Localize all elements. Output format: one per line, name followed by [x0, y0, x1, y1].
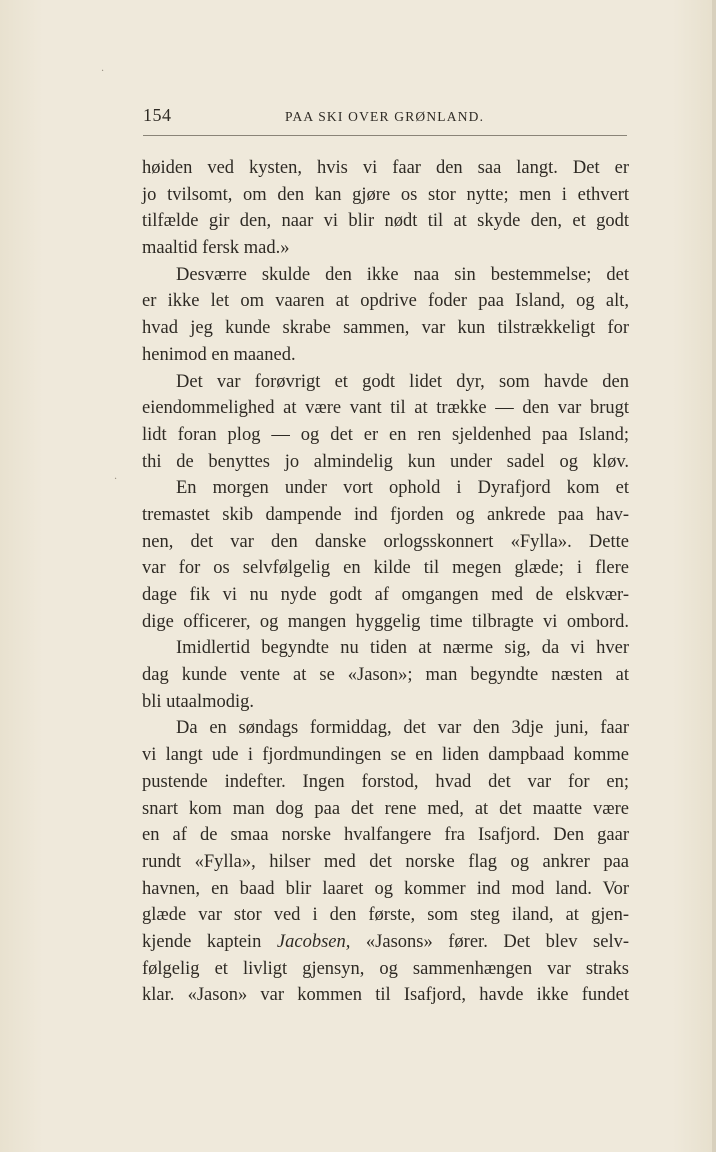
- text-line: snart kom man dog paa det rene med, at det maatte være: [142, 798, 629, 819]
- text-line: bli utaalmodig.: [142, 691, 255, 712]
- text-line: havnen, en baad blir laaret og kommer ind mod land. Vor: [142, 878, 629, 899]
- italic-name: Jacobsen,: [276, 931, 351, 952]
- text-line: pustende indefter. Ingen forstod, hvad det var for en;: [142, 771, 629, 792]
- text-fragment: kjende kaptein: [142, 931, 262, 952]
- text-line: vi langt ude i fjordmundingen se en liden dampbaad komme: [142, 745, 629, 766]
- text-line: Desværre skulde den ikke naa sin bestemmelse; det: [176, 264, 629, 285]
- text-line: jo tvilsomt, om den kan gjøre os stor nytte; men i ethvert: [142, 184, 629, 205]
- text-line: rundt «Fylla», hilser med det norske flag og ankrer paa: [142, 851, 629, 872]
- text-line: Det var forøvrigt et godt lidet dyr, som havde den: [176, 371, 629, 392]
- page-header: [143, 103, 627, 136]
- text-line: thi de benyttes jo almindelig kun under sadel og kløv.: [142, 451, 629, 472]
- page-edge: [712, 0, 716, 1152]
- text-line: dag kunde vente at se «Jason»; man begyndte næsten at: [142, 665, 629, 686]
- text-line: tilfælde gir den, naar vi blir nødt til at skyde den, et godt: [142, 211, 629, 232]
- speck-mark: ·: [114, 474, 118, 485]
- text-line: klar. «Jason» var kommen til Isafjord, havde ikke fundet: [142, 985, 629, 1006]
- text-line: var for os selvfølgelig en kilde til megen glæde; i flere: [142, 558, 629, 579]
- text-line: høiden ved kysten, hvis vi faar den saa langt. Det er: [142, 158, 629, 178]
- text-line: en af de smaa norske hvalfangere fra Isafjord. Den gaar: [142, 825, 629, 846]
- text-line: er ikke let om vaaren at opdrive foder paa Island, og alt,: [142, 291, 629, 312]
- text-line: Imidlertid begyndte nu tiden at nærme sig, da vi hver: [176, 638, 629, 659]
- body-text: [142, 155, 629, 1009]
- text-line: glæde var stor ved i den første, som steg iland, at gjen-: [142, 905, 629, 926]
- text-line: dage fik vi nu nyde godt af omgangen med de elskvær-: [142, 585, 629, 605]
- text-line: henimod en maaned.: [142, 344, 296, 365]
- page-number: 154: [143, 105, 172, 125]
- text-line: En morgen under vort ophold i Dyrafjord kom et: [176, 478, 629, 499]
- text-line: nen, det var den danske orlogsskonnert «Fylla». Dette: [142, 531, 629, 552]
- text-line: lidt foran plog — og det er en ren sjeldenhed paa Island;: [142, 424, 629, 445]
- text-line: følgelig et livligt gjensyn, og sammenhængen var straks: [142, 958, 629, 979]
- text-line: eiendommelighed at være vant til at trække — den var brugt: [142, 398, 629, 419]
- text-line: tremastet skib dampende ind fjorden og ankrede paa hav-: [142, 504, 629, 525]
- speck-mark: ·: [101, 66, 105, 77]
- text-line: maaltid fersk mad.»: [142, 238, 290, 259]
- text-line: hvad jeg kunde skrabe sammen, var kun tilstrækkeligt for: [142, 318, 629, 339]
- text-line: Da en søndags formiddag, det var den 3dje juni, faar: [176, 718, 629, 739]
- text-line: dige officerer, og mangen hyggelig time tilbragte vi ombord.: [142, 611, 629, 632]
- text-fragment: «Jasons» fører. Det blev selv-: [350, 931, 630, 952]
- text-line-mixed: [142, 929, 629, 956]
- running-head: PAA SKI OVER GRØNLAND.: [285, 109, 485, 124]
